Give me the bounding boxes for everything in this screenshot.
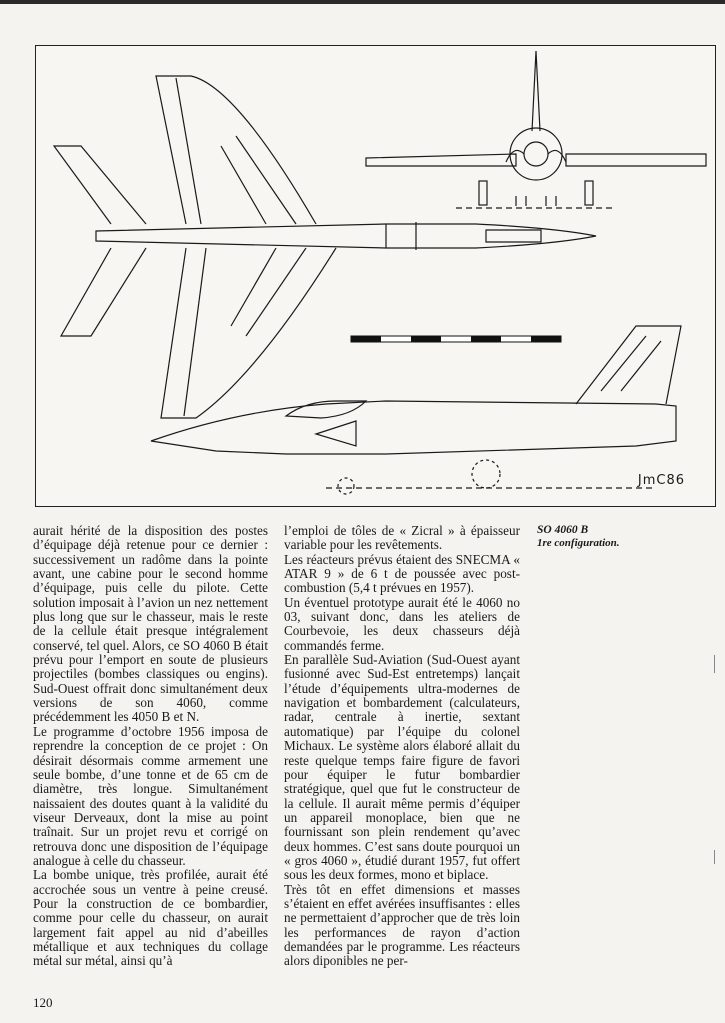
page-number: 120 [33,995,53,1010]
text-column-middle [284,524,520,969]
paragraph: aurait hérité de la disposition des postes d’équipage déjà retenue pour ce dernier : successivement un radôme dans la pointe avant, une cabine pour le second homme d’équipage, puis celle du pilote. Cette solution imposait à l’avion un nez nettement plus long que sur le chasseur, mais le reste de la cellule était presque intégralement conservé, tel quel. Alors, ce SO 4060 B était prévu pour l’emport en soute de plusieurs projectiles (bombes classiques ou engins). Sud-Ouest offrait donc simultanément deux versions de son 4060, comme précédemment les 4050 B et N. [33,523,268,725]
paragraph: Le programme d’octobre 1956 imposa de reprendre la conception de ce projet : On désirait désormais comme armement une seule bombe, d’une tonne et de 65 cm de diamètre, très longue. Simultanément naissaient des doutes quant à la validité du viseur Derveaux, dont la mise au point traînait. Sur un projet revu et corrigé on retrouva donc une disposition de l’équipage analogue à celle du chasseur. [33,723,268,868]
paragraph: Très tôt en effet dimensions et masses s’étaient en effet avérées insuffisantes : elles ne permettaient d’approcher que de très loin les performances de rayon d’action demandées par le programme. Les réacteurs alors diponibles ne per- [284,881,520,969]
scale-bar [351,336,561,342]
three-view-drawing [36,46,717,508]
aircraft-drawing-figure [35,45,716,507]
margin-mark [714,850,715,864]
top-rule [0,0,725,4]
artist-signature: JmC86 [637,473,685,488]
front-view [366,51,706,208]
paragraph: Un éventuel prototype aurait été le 4060 no 03, suivant donc, dans les ateliers de Courbevoie, les deux chasseurs déjà commandés ferme. [284,594,520,653]
text-column-left [33,524,268,969]
paragraph: Les réacteurs prévus étaient des SNECMA « ATAR 9 » de 6 t de poussée avec post-combustion (5,4 t prévues en 1957). [284,551,520,596]
caption-subtitle: 1re configuration. [537,537,620,549]
paragraph: La bombe unique, très profilée, aurait été accrochée sous un ventre à peine creusé. Pour la construction de ce bombardier, comme pour celle du chasseur, on aurait largement fait appel au nid d’abeilles métallique et aux techniques du collage métal sur métal, ainsi qu’à [33,867,268,969]
paragraph: l’emploi de tôles de « Zicral » à épaisseur variable pour les revêtements. [284,523,520,553]
side-view [151,326,681,494]
caption-title: SO 4060 B [537,524,589,536]
margin-mark [714,655,715,673]
figure-caption [537,524,687,550]
plan-view [54,76,596,418]
paragraph: En parallèle Sud-Aviation (Sud-Ouest ayant fusionné avec Sud-Est entretemps) lançait l’étude d’équipements ultra-modernes de navigation et bombardement (calculateurs, radar, centrale à inertie, sextant automatique) par l’équipe du colonel Michaux. Le système alors élaboré allait du reste quelque temps faire figure de favori pour équiper le futur bombardier stratégique, quel que fut le constructeur de la cellule. Il aurait même permis d’équiper un appareil monoplace, bien que ne fournissant son plein rendement qu’avec deux hommes. C’est sans doute pourquoi un « gros 4060 », étudié durant 1957, fut offert sous les deux formes, mono et biplace. [284,652,520,883]
